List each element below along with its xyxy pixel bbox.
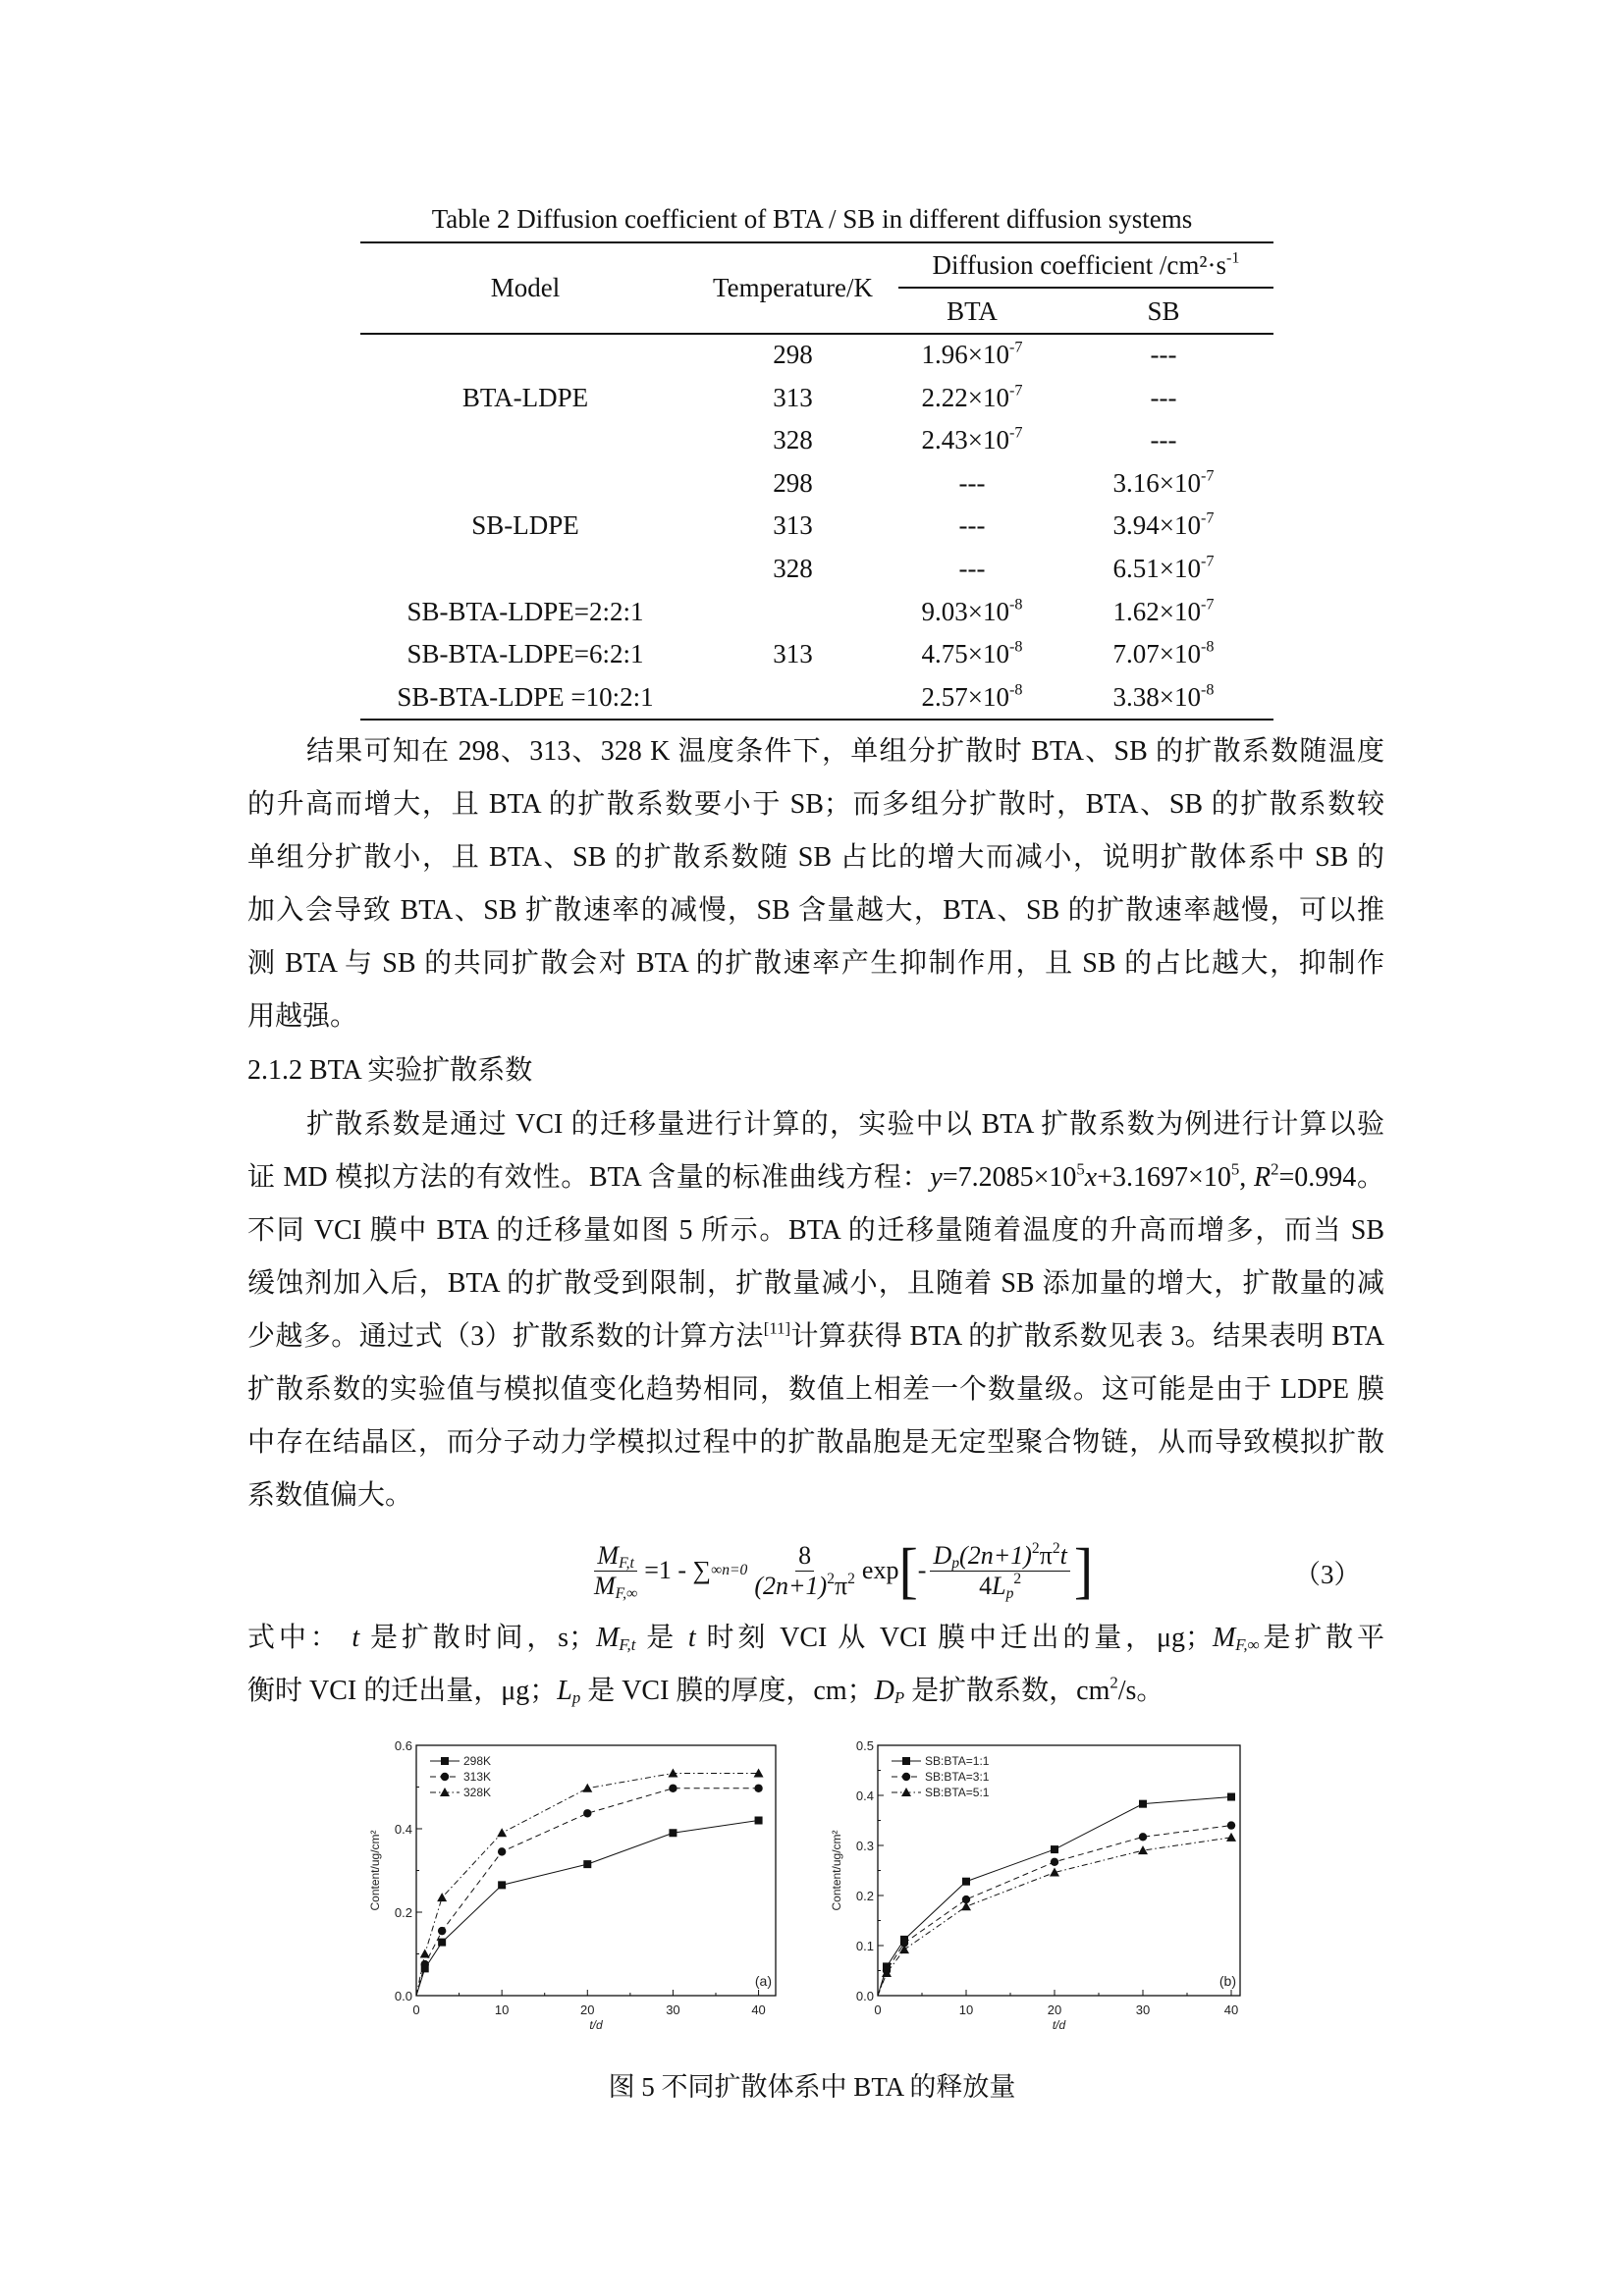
x-tick-label: 10 — [958, 2002, 974, 2017]
math: F,t — [619, 1554, 634, 1572]
cell-bta-value: --- — [958, 554, 986, 583]
math: t — [1059, 1540, 1067, 1570]
para2-line: 中存在结晶区，而分子动力学模拟过程中的扩散晶胞是无定型聚合物链，从而导致模拟扩散 — [247, 1427, 1384, 1458]
cell-bta-exponent: -7 — [1009, 381, 1023, 400]
cell-sb-exponent: -7 — [1201, 595, 1215, 614]
text: , — [1239, 1162, 1254, 1193]
x-tick-label: 0 — [874, 2002, 882, 2017]
math: F,∞ — [1235, 1635, 1260, 1655]
cell-model-value: SB-BTA-LDPE =10:2:1 — [397, 681, 654, 712]
cell-bta-value: 2.22×10 — [921, 382, 1009, 412]
text: 时刻 VCI 从 VCI 膜中迁出的量，μg； — [695, 1623, 1213, 1653]
y-tick-label: 0.6 — [394, 1738, 412, 1753]
header-coef-text: Diffusion coefficient /cm²·s — [932, 250, 1227, 280]
y-tick-label: 0.3 — [855, 1839, 874, 1853]
sup: 5 — [1076, 1159, 1085, 1179]
math: F,t — [619, 1635, 636, 1655]
cell-sb — [1090, 468, 1237, 499]
cell-sb-value: 3.94×10 — [1112, 510, 1201, 541]
series-line-298K — [416, 1821, 759, 1997]
cell-temperature — [687, 340, 898, 370]
data-point — [669, 1785, 677, 1792]
math: 4 — [979, 1571, 993, 1600]
math: p — [1005, 1584, 1014, 1602]
math: P — [893, 1688, 905, 1708]
x-tick-label: 10 — [494, 2002, 510, 2017]
cell-model — [378, 510, 673, 541]
legend-label: SB:BTA=5:1 — [925, 1786, 990, 1799]
data-point — [582, 1784, 592, 1792]
y-tick-label: 0.2 — [394, 1905, 412, 1920]
cell-temperature-value: 313 — [773, 510, 813, 541]
cell-bta-exponent: -7 — [1009, 423, 1023, 442]
text: 计算获得 BTA 的扩散系数见表 3。结果表明 BTA — [790, 1321, 1384, 1352]
header-coef-exp: -1 — [1226, 248, 1240, 267]
data-point — [755, 1817, 763, 1825]
para2-line: 缓蚀剂加入后，BTA 的扩散受到限制，扩散量减小，且随着 SB 添加量的增大，扩散量的减 — [247, 1268, 1384, 1299]
math: - — [917, 1556, 927, 1584]
cell-temperature — [687, 383, 898, 413]
panel-label: (b) — [1218, 1973, 1236, 1989]
legend-marker — [441, 1773, 449, 1781]
cell-bta — [898, 639, 1046, 669]
cell-temperature-value: 313 — [773, 382, 813, 412]
citation-link[interactable]: [11] — [763, 1318, 791, 1338]
cell-bta-value: --- — [958, 467, 986, 498]
math: L — [557, 1676, 572, 1706]
sup: 2 — [1271, 1159, 1279, 1179]
table-top-rule — [360, 241, 1273, 243]
y-axis-label: Content/ug/cm² — [368, 1830, 382, 1911]
cell-model — [378, 639, 673, 669]
math: M — [596, 1623, 620, 1653]
coef-fraction — [751, 1541, 858, 1601]
cell-bta-exponent: -8 — [1009, 595, 1023, 614]
sup: 2 — [1110, 1673, 1118, 1692]
math: D — [874, 1676, 894, 1706]
x-tick-label: 20 — [580, 2002, 595, 2017]
data-point — [1227, 1793, 1235, 1801]
cell-bta-value: 1.96×10 — [921, 340, 1009, 369]
data-point — [1139, 1833, 1147, 1841]
para2-line — [247, 1317, 1384, 1357]
x-tick-label: 40 — [751, 2002, 766, 2017]
cell-model — [378, 597, 673, 627]
para1-line: 结果可知在 298、313、328 K 温度条件下，单组分扩散时 BTA、SB 的扩散系数随温度 — [306, 736, 1384, 767]
data-point — [420, 1949, 430, 1958]
math: F,∞ — [615, 1584, 638, 1602]
legend-label: SB:BTA=3:1 — [925, 1770, 990, 1784]
text: =0.994。 — [1278, 1162, 1385, 1193]
cell-sb — [1090, 597, 1237, 627]
section-heading: 2.1.2 BTA 实验扩散系数 — [247, 1055, 533, 1086]
cell-sb-exponent: -8 — [1201, 637, 1215, 656]
left-bracket: [ — [898, 1534, 918, 1606]
para2-line — [247, 1158, 1384, 1198]
math: =1 - ∑ — [644, 1556, 712, 1584]
cell-temperature-value: 328 — [773, 554, 813, 583]
cell-sb-value: 7.07×10 — [1112, 639, 1201, 669]
cell-bta-exponent: -8 — [1009, 637, 1023, 656]
cell-temperature — [687, 468, 898, 499]
header-model: Model — [490, 273, 561, 302]
text: 是 — [635, 1623, 688, 1653]
cell-temperature-value: 298 — [773, 340, 813, 369]
cell-sb-value: 1.62×10 — [1112, 596, 1201, 626]
table-caption: Table 2 Diffusion coefficient of BTA / SB in different diffusion systems — [431, 204, 1193, 234]
right-bracket: ] — [1073, 1534, 1094, 1606]
x-tick-label: 30 — [1135, 2002, 1151, 2017]
cell-bta — [898, 340, 1046, 370]
text: 衡时 VCI 的迁出量，μg； — [247, 1676, 558, 1706]
cell-sb — [1090, 425, 1237, 455]
text: 是扩散平 — [1259, 1623, 1384, 1653]
para1-line: 的升高而增大，且 BTA 的扩散系数要小于 SB；而多组分扩散时，BTA、SB 的扩散系数较 — [247, 789, 1384, 820]
x-axis-label: t/d — [589, 2018, 603, 2032]
cell-bta-value: 2.43×10 — [921, 425, 1009, 455]
cell-bta — [898, 554, 1046, 584]
math: t — [687, 1623, 696, 1653]
data-point — [1226, 1833, 1236, 1842]
cell-temperature-value: 298 — [773, 467, 813, 498]
exp-fraction — [930, 1541, 1069, 1601]
math: 2 — [1031, 1539, 1040, 1557]
math: 8 — [795, 1541, 814, 1572]
data-point — [438, 1939, 446, 1947]
data-point — [962, 1878, 970, 1886]
math: 2 — [1013, 1570, 1022, 1587]
explain-line — [247, 1619, 1384, 1658]
data-point — [668, 1768, 677, 1777]
data-point — [754, 1785, 762, 1792]
header-temperature: Temperature/K — [712, 273, 874, 302]
cell-sb-value: --- — [1150, 382, 1177, 412]
math: t — [352, 1623, 360, 1653]
cell-bta — [898, 383, 1046, 413]
cell-sb-exponent: -8 — [1201, 680, 1215, 699]
data-point — [669, 1829, 677, 1837]
table-bottom-rule — [360, 719, 1273, 721]
cell-sb-exponent: -7 — [1201, 509, 1215, 528]
legend-label: 298K — [463, 1754, 492, 1768]
legend-label: 313K — [463, 1770, 492, 1784]
y-tick-label: 0.1 — [855, 1939, 874, 1953]
cell-sb — [1090, 639, 1237, 669]
cell-sb — [1090, 383, 1237, 413]
cell-bta-exponent: -8 — [1009, 680, 1023, 699]
text: 证 MD 模拟方法的有效性。BTA 含量的标准曲线方程： — [247, 1162, 931, 1193]
cell-sb-exponent: -7 — [1201, 552, 1215, 570]
cell-bta-value: 2.57×10 — [921, 681, 1009, 712]
math-var: x — [1084, 1162, 1098, 1193]
x-tick-label: 20 — [1047, 2002, 1062, 2017]
text: 式中： — [247, 1623, 352, 1653]
x-axis-label: t/d — [1052, 2018, 1066, 2032]
cell-sb-value: 3.38×10 — [1112, 681, 1201, 712]
math: π — [1039, 1540, 1053, 1570]
math: n=0 — [722, 1562, 748, 1578]
data-point — [583, 1860, 591, 1868]
y-tick-label: 0.0 — [855, 1989, 874, 2003]
y-axis-label: Content/ug/cm² — [830, 1830, 843, 1911]
cell-bta — [898, 510, 1046, 541]
cell-model-value: SB-BTA-LDPE=6:2:1 — [406, 639, 644, 669]
table-sub-rule — [898, 287, 1273, 289]
para2-line: 扩散系数的实验值与模拟值变化趋势相同，数值上相差一个数量级。这可能是由于 LDPE 膜 — [247, 1374, 1384, 1405]
para1-line: 单组分扩散小，且 BTA、SB 的扩散系数随 SB 占比的增大而减小，说明扩散体系中 SB 的 — [247, 842, 1384, 873]
cell-bta-exponent: -7 — [1009, 338, 1023, 356]
math: M — [594, 1571, 616, 1600]
legend-label: 328K — [463, 1786, 492, 1799]
cell-model — [378, 682, 673, 713]
y-tick-label: 0.0 — [394, 1989, 412, 2003]
y-tick-label: 0.5 — [855, 1738, 874, 1753]
data-point — [961, 1901, 971, 1910]
math: 2 — [827, 1570, 835, 1587]
cell-sb — [1090, 340, 1237, 370]
cell-bta — [898, 682, 1046, 713]
chart-a — [363, 1737, 795, 2052]
text: 是 VCI 膜的厚度，cm； — [580, 1676, 875, 1706]
math-var: y — [930, 1162, 943, 1193]
cell-bta-value: 9.03×10 — [921, 596, 1009, 626]
cell-temperature — [687, 510, 898, 541]
data-point — [1051, 1845, 1058, 1853]
math: M — [597, 1540, 620, 1570]
table-header-rule — [360, 333, 1273, 335]
legend-marker — [902, 1773, 910, 1781]
math: L — [992, 1571, 1006, 1600]
series-line-SB:BTA=1:1 — [878, 1797, 1231, 1996]
data-point — [1139, 1800, 1147, 1808]
data-point — [1051, 1858, 1058, 1866]
chart-b — [830, 1737, 1262, 2052]
cell-sb-value: 3.16×10 — [1112, 467, 1201, 498]
cell-temperature — [687, 554, 898, 584]
para1-line: 测 BTA 与 SB 的共同扩散会对 BTA 的扩散速率产生抑制作用，且 SB 的占比越大，抑制作 — [247, 948, 1384, 979]
data-point — [438, 1927, 446, 1935]
cell-sb-value: --- — [1150, 425, 1177, 455]
legend-marker — [441, 1757, 449, 1765]
text: /s。 — [1117, 1676, 1164, 1706]
para1-line: 加入会导致 BTA、SB 扩散速率的减慢，SB 含量越大，BTA、SB 的扩散速率越慢，可以推 — [247, 895, 1384, 926]
cell-temperature-value: 313 — [773, 639, 813, 669]
data-point — [583, 1809, 591, 1817]
math: π — [834, 1571, 848, 1600]
cell-bta — [898, 425, 1046, 455]
cell-sb-exponent: -7 — [1201, 466, 1215, 485]
cell-sb — [1090, 682, 1237, 713]
series-line-313K — [416, 1789, 759, 1996]
panel-label: (a) — [754, 1973, 772, 1989]
cell-sb — [1090, 510, 1237, 541]
header-diffusion-coefficient — [898, 250, 1273, 281]
lhs-fraction — [591, 1541, 640, 1601]
data-point — [498, 1881, 506, 1889]
cell-model-value: SB-BTA-LDPE=2:2:1 — [406, 596, 644, 626]
equation-number: （3） — [1294, 1560, 1361, 1589]
x-tick-label: 30 — [666, 2002, 680, 2017]
text: +3.1697×10 — [1097, 1162, 1231, 1193]
math: D — [933, 1540, 952, 1570]
cell-model-value: BTA-LDPE — [461, 382, 589, 412]
cell-bta-value: 4.75×10 — [921, 639, 1009, 669]
cell-sb-value: --- — [1150, 340, 1177, 369]
text: 是扩散系数，cm — [904, 1676, 1110, 1706]
sup: 5 — [1230, 1159, 1240, 1179]
math: p — [571, 1688, 581, 1708]
para1-line: 用越强。 — [247, 1001, 358, 1032]
y-tick-label: 0.4 — [394, 1822, 412, 1837]
cell-sb-value: 6.51×10 — [1112, 554, 1201, 583]
math: (2n+1) — [959, 1540, 1032, 1570]
cell-bta-value: --- — [958, 510, 986, 541]
math-var: R — [1253, 1162, 1272, 1193]
cell-temperature — [687, 639, 898, 669]
x-tick-label: 0 — [412, 2002, 420, 2017]
x-tick-label: 40 — [1223, 2002, 1239, 2017]
legend-marker — [902, 1757, 910, 1765]
math: (2n+1) — [754, 1571, 828, 1600]
series-line-328K — [416, 1773, 759, 1996]
para2-line: 扩散系数是通过 VCI 的迁移量进行计算的，实验中以 BTA 扩散系数为例进行计算以验 — [306, 1109, 1384, 1140]
text: =7.2085×10 — [942, 1162, 1077, 1193]
cell-temperature-value: 328 — [773, 425, 813, 455]
para2-line: 系数值偏大。 — [247, 1480, 413, 1511]
math: exp — [861, 1556, 899, 1584]
figure-caption: 图 5 不同扩散体系中 BTA 的释放量 — [608, 2072, 1016, 2102]
y-tick-label: 0.4 — [855, 1789, 874, 1803]
cell-model — [378, 383, 673, 413]
data-point — [754, 1768, 764, 1777]
cell-bta — [898, 468, 1046, 499]
cell-sb — [1090, 554, 1237, 584]
math: p — [951, 1554, 960, 1572]
data-point — [1227, 1821, 1235, 1829]
math: 2 — [1052, 1539, 1060, 1557]
equation-3: $\frac{M_{F,t}}{M_{F,\infty}}$ =1 - ∑ ∞ n=0 $\frac{8}{(2n+1)^2\pi^2}$ exp [ - $\frac{D_p(2n+1)^2\pi^2t}{4L_p^2}$ ] — [587, 1536, 1093, 1605]
cell-temperature — [687, 425, 898, 455]
explain-line — [247, 1672, 1384, 1711]
cell-model-value: SB-LDPE — [471, 510, 579, 541]
math: M — [1212, 1623, 1236, 1653]
text: 是扩散时间，s； — [359, 1623, 597, 1653]
cell-bta — [898, 597, 1046, 627]
header-bta: BTA — [947, 296, 998, 326]
data-point — [497, 1828, 507, 1837]
math: 2 — [847, 1570, 855, 1587]
text: 少越多。通过式（3）扩散系数的计算方法 — [247, 1321, 764, 1352]
legend-label: SB:BTA=1:1 — [925, 1754, 990, 1768]
para2-line: 不同 VCI 膜中 BTA 的迁移量如图 5 所示。BTA 的迁移量随着温度的升高而增多，而当 SB — [247, 1215, 1384, 1246]
header-sb: SB — [1147, 296, 1180, 326]
y-tick-label: 0.2 — [855, 1889, 874, 1903]
data-point — [498, 1847, 506, 1855]
